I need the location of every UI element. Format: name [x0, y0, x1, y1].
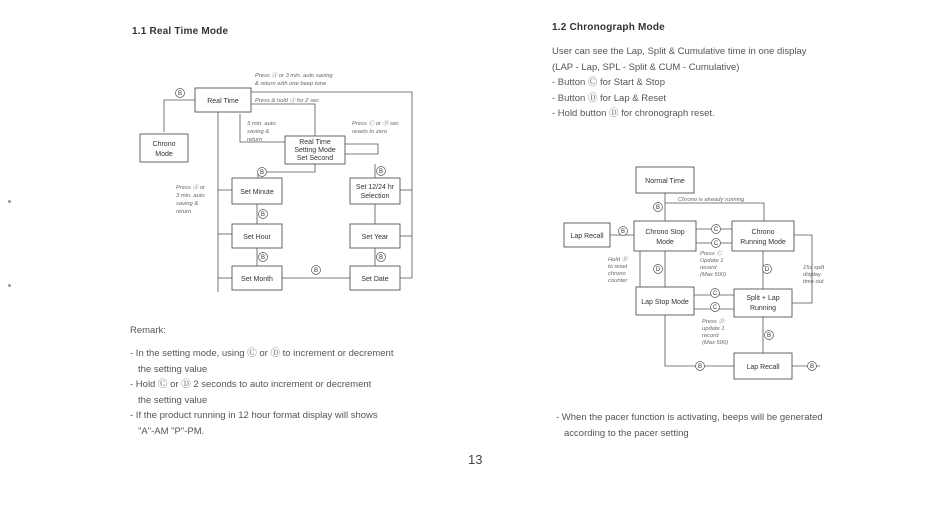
svg-text:B: B [177, 91, 183, 97]
real-time-label: Real Time [207, 98, 239, 105]
margin-dot [8, 284, 11, 287]
chronograph-mode-diagram [560, 163, 835, 388]
svg-text:B: B [378, 255, 384, 261]
svg-text:display: display [803, 272, 822, 278]
svg-text:Set Second: Set Second [296, 155, 334, 162]
section-heading-real-time: 1.1 Real Time Mode [132, 26, 229, 37]
svg-text:Update 1: Update 1 [700, 258, 724, 264]
svg-text:C: C [713, 227, 719, 233]
svg-text:3 min. auto: 3 min. auto [247, 121, 276, 127]
svg-text:Running Mode: Running Mode [740, 239, 786, 246]
svg-text:B: B [620, 229, 626, 235]
svg-text:return: return [247, 137, 263, 143]
svg-text:& return with one beep tone: & return with one beep tone [255, 81, 327, 87]
svg-text:Normal Time: Normal Time [645, 178, 685, 185]
svg-text:return: return [176, 209, 192, 215]
remark-title: Remark: [130, 325, 166, 336]
svg-text:3 min. auto: 3 min. auto [176, 193, 205, 199]
svg-text:chrono: chrono [608, 271, 626, 277]
svg-text:Running: Running [749, 305, 777, 312]
svg-text:B: B [313, 268, 319, 274]
svg-text:Press & hold Ⓐ for 2 sec: Press & hold Ⓐ for 2 sec [255, 98, 320, 104]
section-heading-chronograph: 1.2 Chronograph Mode [552, 22, 665, 33]
chrono-running-box [732, 221, 794, 251]
svg-text:Press Ⓐ or 3 min. auto saving: Press Ⓐ or 3 min. auto saving [255, 73, 333, 79]
set-12-24-box [350, 178, 400, 204]
svg-text:B: B [809, 364, 815, 370]
real-time-mode-diagram [130, 68, 430, 300]
svg-text:Set Minute: Set Minute [240, 189, 274, 196]
svg-text:Set Year: Set Year [361, 234, 389, 241]
svg-text:Lap Stop Mode: Lap Stop Mode [641, 299, 689, 306]
svg-text:Setting Mode: Setting Mode [294, 147, 336, 154]
svg-text:Set Hour: Set Hour [243, 234, 271, 241]
pacer-footnote: - When the pacer function is activating, beeps will be generated according to the pacer setting [556, 412, 823, 439]
svg-text:Mode: Mode [656, 239, 674, 246]
svg-text:Mode: Mode [155, 151, 173, 158]
margin-dot [8, 200, 11, 203]
svg-text:to reset: to reset [608, 264, 628, 270]
svg-text:15s split: 15s split [803, 265, 825, 271]
svg-text:Real Time: Real Time [299, 139, 331, 146]
svg-text:Lap Recall: Lap Recall [570, 233, 604, 240]
svg-text:(Max 500): (Max 500) [702, 340, 729, 346]
svg-text:Set 12/24 hr: Set 12/24 hr [355, 184, 395, 191]
svg-text:C: C [712, 305, 718, 311]
svg-text:C: C [713, 241, 719, 247]
svg-text:D: D [655, 267, 661, 273]
svg-text:B: B [259, 170, 265, 176]
svg-text:Chrono: Chrono [152, 141, 176, 148]
svg-text:Chrono Stop: Chrono Stop [645, 229, 685, 236]
split-lap-box [734, 289, 792, 317]
svg-text:D: D [764, 267, 770, 273]
svg-text:resets to zero: resets to zero [352, 129, 388, 135]
svg-text:time out: time out [803, 279, 824, 285]
svg-text:(Max 500): (Max 500) [700, 272, 727, 278]
svg-text:B: B [260, 255, 266, 261]
svg-text:Chrono is already running: Chrono is already running [678, 197, 745, 203]
svg-text:record: record [700, 265, 717, 271]
chrono-stop-box [634, 221, 696, 251]
svg-text:B: B [697, 364, 703, 370]
svg-text:C: C [712, 291, 718, 297]
svg-text:Chrono: Chrono [751, 229, 775, 236]
svg-text:Hold Ⓓ: Hold Ⓓ [608, 257, 628, 263]
svg-text:Selection: Selection [360, 193, 390, 200]
svg-text:B: B [655, 205, 661, 211]
svg-text:update 1: update 1 [702, 326, 725, 332]
svg-text:Lap Recall: Lap Recall [746, 364, 780, 371]
page-number: 13 [468, 452, 483, 467]
svg-text:Press Ⓒ or Ⓓ sec: Press Ⓒ or Ⓓ sec [352, 121, 400, 127]
remark-list: - In the setting mode, using Ⓒ or Ⓓ to increment or decrement the setting value - Hold Ⓒ or Ⓓ 2 seconds to auto increment or decrement the setting value - If the product running in 12 hour format display will shows "A"-AM "P"-PM. [130, 348, 394, 437]
svg-text:Press Ⓓ: Press Ⓓ [702, 319, 725, 325]
chrono-intro: User can see the Lap, Split & Cumulative time in one display (LAP - Lap, SPL - Split & CUM - Cumulative) - Button Ⓒ for Start & Stop - Button Ⓓ for Lap & Reset - Hold button Ⓓ for chronograph reset. [552, 46, 807, 119]
svg-text:B: B [260, 212, 266, 218]
svg-text:Press Ⓐ or: Press Ⓐ or [176, 185, 205, 191]
svg-text:Set Date: Set Date [361, 276, 389, 283]
svg-text:saving &: saving & [247, 129, 270, 135]
svg-text:Split + Lap: Split + Lap [746, 295, 780, 302]
svg-text:counter: counter [608, 278, 628, 284]
svg-text:Press Ⓒ: Press Ⓒ [700, 251, 723, 257]
svg-text:Set Month: Set Month [241, 276, 273, 283]
svg-text:record: record [702, 333, 719, 339]
svg-text:saving &: saving & [176, 201, 199, 207]
svg-text:B: B [766, 333, 772, 339]
svg-text:B: B [378, 169, 384, 175]
